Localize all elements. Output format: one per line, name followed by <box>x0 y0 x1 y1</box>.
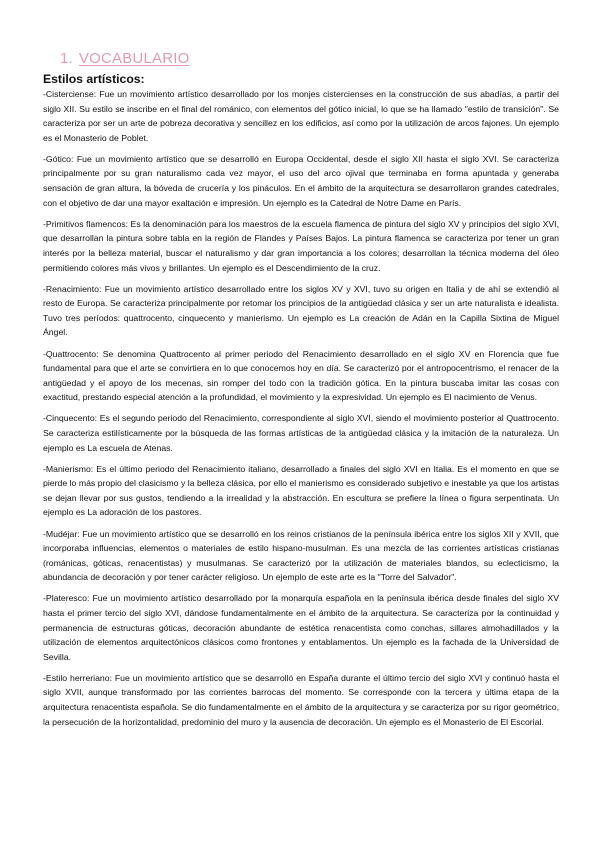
paragraph-cinquecento: -Cinquecento: Es el segundo periodo del Renacimiento, correspondiente al siglo XVI, siendo el movimiento posterior al Quattrocento. Se caracteriza estilísticamente por la búsqueda de las formas artísticas de la antigüedad clásica y la imitación de la naturaleza. Un ejemplo es La escuela de Atenas. <box>43 413 559 453</box>
paragraph-plateresco: -Plateresco: Fue un movimiento artístico desarrollado por la monarquía española en la península ibérica desde finales del siglo XV hasta el primer tercio del siglo XVI, dándose fundamentalmente en el ámbito de la arquitectura. Se caracteriza por la continuidad y permanencia de estructuras góticas, decoración abundante de estética renacentista como conchas, sillares almohadillados y la utilización de elementos arquitectónicos clásicos como frontones y entablamentos. Un ejemplo es la fachada de la Universidad de Sevilla. <box>43 593 559 662</box>
paragraph-quattrocento: -Quattrocento: Se denomina Quattrocento al primer periodo del Renacimiento desarrollado en el siglo XV en Florencia que fue fundamental para que el arte se convirtiera en lo que conocemos hoy en día. Se caracterizó por el antropocentrismo, el renacer de la antigüedad y el apoyo de los mecenas, sin romper del todo con la tradición gótica. En la pintura buscaba imitar las cosas con exactitud, prestando especial atención a la profundidad, el movimiento y la expresividad. Un ejemplo es El nacimiento de Venus. <box>43 348 559 403</box>
section-number: 1. <box>60 50 73 67</box>
body-text <box>43 87 559 736</box>
paragraph-gotico: -Gótico: Fue un movimiento artístico que se desarrolló en Europa Occidental, desde el siglo XII hasta el siglo XVI. Se caracteriza principalmente por su gran naturalismo cada vez mayor, el uso del arco ojival que terminaba en forma apuntada y generaba sensación de gran altura, la bóveda de crucería y los pináculos. En el ámbito de la arquitectura se desarrollaron grandes catedrales, con el objetivo de dar una mayor exaltación e impresión. Un ejemplo es la Catedral de Notre Dame en París. <box>43 153 559 208</box>
paragraph-mudejar: -Mudéjar: Fue un movimiento artístico que se desarrolló en los reinos cristianos de la península ibérica entre los siglos XII y XVII, que incorporaba influencias, elementos o materiales de estilo hispano-musulman. Es una mezcla de las corrientes artísticas cristianas (románicas, góticas, renacentistas) y musulmanas. Se caracterizó por la utilización de materiales blandos, su eclecticismo, la abundancia de decoración y por tener carácter religioso. Un ejemplo de este arte es la "Torre del Salvador". <box>43 528 559 583</box>
section-heading <box>60 50 189 67</box>
subtitle: Estilos artísticos: <box>43 72 145 86</box>
paragraph-manierismo: -Manierismo: Es el último periodo del Renacimiento italiano, desarrollado a finales del siglo XVI en Italia. Es el momento en que se pierde lo más propio del clasicismo y la belleza clásica, por ello el manierismo es considerado subjetivo e inestable ya que los artistas se dejan llevar por sus gustos, tendiendo a la irrealidad y la abstracción. En escultura se prefiere la línea o figura serpentinata. Un ejemplo es La adoración de los pastores. <box>43 463 559 518</box>
section-title: VOCABULARIO <box>78 50 190 67</box>
paragraph-renacimiento: -Renacimiento: Fue un movimiento artístico desarrollado entre los siglos XV y XVI, tuvo su origen en Italia y de ahí se extendió al resto de Europa. Se caracteriza principalmente por retomar los principios de la antigüedad clásica y ser un arte naturalista e idealista. Tuvo tres períodos: quattrocento, cinquecento y manierismo. Un ejemplo es La creación de Adán en la Capilla Sixtina de Miguel Ángel. <box>43 283 559 338</box>
paragraph-cisterciense: -Cisterciense: Fue un movimiento artístico desarrollado por los monjes cistercienses en la construcción de sus abadías, a partir del siglo XII. Su estilo se inscribe en el final del románico, con elementos del gótico inicial, lo que se ha llamado "estilo de transición". Se caracteriza por ser un arte de pobreza decorativa y sencillez en los edificios, así como por la utilización de arcos fajones. Un ejemplo es el Monasterio de Poblet. <box>43 89 559 143</box>
paragraph-estilo-herreriano: -Estilo herreriano: Fue un movimiento artístico que se desarrolló en España durante el último tercio del siglo XVI y continuó hasta el siglo XVII, aunque transformado por las corrientes barrocas del momento. Se corresponde con la tercera y última etapa de la arquitectura renacentista española. Se dio fundamentalmente en el ámbito de la arquitectura y se caracteriza por su rigor geométrico, la persecución de la horizontalidad, predominio del muro y la ausencia de decoración. Un ejemplo es el Monasterio de El Escorial. <box>43 672 559 727</box>
paragraph-primitivos-flamencos: -Primitivos flamencos: Es la denominación para los maestros de la escuela flamenca de pintura del siglo XV y principios del siglo XVI, que desarrollan la pintura sobre tabla en la región de Flandes y Países Bajos. La pintura flamenca se caracteriza por tener un gran interés por la belleza material, buscar el naturalismo y dar gran importancia a los colores; desarrollan la técnica moderna del óleo permitiendo colores más vivos y brillantes. Un ejemplo es el Descendimiento de la cruz. <box>43 218 559 273</box>
